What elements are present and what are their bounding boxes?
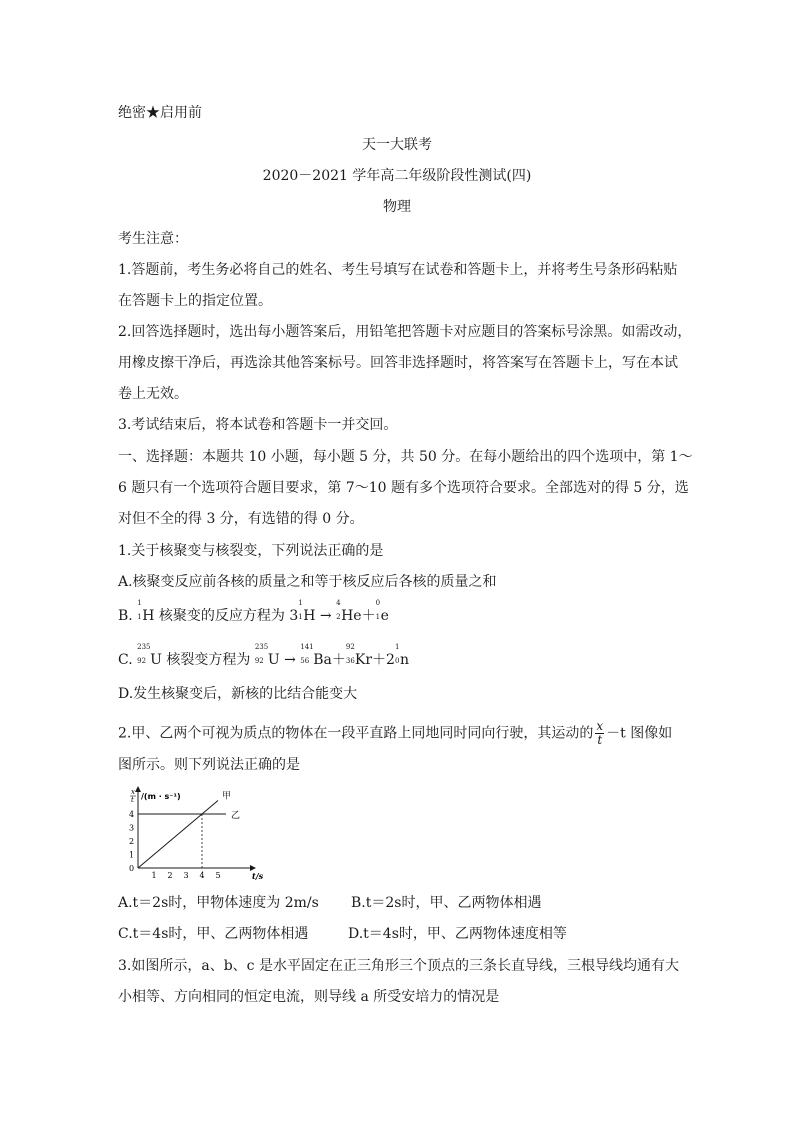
y-label-den: t	[131, 796, 134, 804]
q1-option-b-arrow: →	[315, 608, 337, 624]
y-tick-label: 0	[129, 864, 135, 873]
confidential-mark: 绝密★启用前	[118, 105, 202, 121]
nuclide-kr92: 92 36	[345, 643, 355, 665]
q1-option-b-prefix: B.	[118, 608, 138, 624]
x-tick-label: 3	[183, 871, 189, 880]
section-instructions-cont2: 对但不全的得 3 分，有选错的得 0 分。	[118, 511, 364, 527]
nuclide-u235b: 235 92	[254, 643, 269, 665]
section-instructions-cont: 6 题只有一个选项符合题目要求，第 7～10 题有多个选项符合要求。全部选对的得 5 分，选	[118, 480, 689, 496]
x-tick-label: 1	[151, 871, 157, 880]
q2-stem-tail: －t 图像如	[606, 725, 673, 742]
nuclide-he4: 4 2	[336, 599, 341, 621]
q2-option-b: B.t＝2s时，甲、乙两物体相遇	[351, 895, 542, 911]
section-instructions: 一、选择题：本题共 10 小题，每小题 5 分，共 50 分。在每小题给出的四个选项中，第 1～	[118, 449, 693, 465]
q1-option-d: D.发生核聚变后，新核的比结合能变大	[118, 686, 358, 702]
q1-stem: 1.关于核聚变与核裂变，下列说法正确的是	[118, 543, 384, 559]
q1-option-a: A.核聚变反应前各核的质量之和等于核反应后各核的质量之和	[118, 574, 497, 590]
exam-title: 2020－2021 学年高二年级阶段性测试(四)	[262, 168, 532, 184]
x-tick-label: 4	[199, 871, 205, 880]
y-label-unit: /(m · s⁻¹)	[141, 792, 181, 801]
series-line-jia	[138, 801, 218, 869]
q3-stem: 3.如图所示，a、b、c 是水平固定在正三角形三个顶点的三条长直导线，三根导线均通有大	[118, 958, 679, 974]
notice-item-1-cont: 在答题卡上的指定位置。	[118, 293, 272, 309]
nuclide-u235: 235 92	[137, 643, 151, 665]
q1-option-c: C. 235 92 U 核裂变方程为 235 92 U → 141 56 Ba＋ 92 36 Kr＋2 1 0 n	[118, 643, 409, 668]
q2-option-c: C.t＝4s时，甲、乙两物体相遇	[118, 926, 309, 942]
x-tick-label: 2	[167, 871, 173, 880]
notice-item-2: 2.回答选择题时，选出每小题答案后，用铅笔把答题卡对应题目的答案标号涂黑。如需改动，	[118, 324, 692, 340]
subject-title: 物理	[383, 199, 411, 215]
q2-stem	[118, 720, 672, 747]
series-label: 甲	[222, 791, 232, 802]
y-label-num: x	[131, 788, 135, 796]
notice-item-2-cont: 用橡皮擦干净后，再选涂其他答案标号。回答非选择题时，将答案写在答题卡上，写在本试	[118, 355, 678, 371]
q2-stem-fraction: $\frac{x}{t}$	[596, 719, 604, 747]
y-tick-label: 3	[129, 823, 135, 833]
y-tick-label: 1	[129, 850, 135, 860]
q2-stem-cont: 图所示。则下列说法正确的是	[118, 757, 300, 773]
tick-labels	[129, 810, 221, 880]
q2-option-a: A.t＝2s时，甲物体速度为 2m/s	[118, 895, 319, 911]
nuclide-e: 0 1	[375, 599, 381, 621]
x-tick-label: 5	[215, 871, 221, 880]
notice-item-3: 3.考试结束后，将本试卷和答题卡一并交回。	[118, 417, 398, 433]
notice-item-2-cont2: 卷上无效。	[118, 386, 188, 402]
series-label: 乙	[231, 811, 241, 821]
notice-title: 考生注意：	[118, 231, 188, 247]
nuclide-h1b: 1 1	[298, 599, 303, 621]
nuclide-ba141: 141 56	[300, 643, 314, 665]
nuclide-h1: 1 1	[137, 599, 142, 621]
q2-stem-text: 2.甲、乙两个可视为质点的物体在一段平直路上同地同时同向行驶，其运动的	[118, 725, 594, 742]
x-label: t/s	[252, 871, 264, 881]
q1-option-b-text: 核聚变的反应方程为 3	[158, 608, 299, 624]
notice-item-1: 1.答题前，考生务必将自己的姓名、考生号填写在试卷和答题卡上，并将考生号条形码粘贴	[118, 262, 678, 278]
q1-option-b: B. 1 1 H 核聚变的反应方程为 3 1 1 H → 4 2 He＋ 0 1 e	[118, 599, 389, 624]
q2-option-d: D.t＝4s时，甲、乙两物体速度相等	[348, 926, 567, 942]
chart-marks	[138, 791, 240, 869]
q2-graph	[118, 782, 268, 882]
q1-option-c-prefix: C.	[118, 652, 138, 668]
nuclide-n: 1 0	[394, 643, 400, 665]
q3-stem-cont: 小相等、方向相同的恒定电流，则导线 a 所受安培力的情况是	[118, 989, 500, 1005]
y-tick-label: 2	[129, 837, 135, 846]
q1-option-c-text: 核裂变方程为	[166, 652, 255, 668]
exam-organizer: 天一大联考	[362, 137, 432, 153]
y-tick-label: 4	[129, 810, 135, 819]
